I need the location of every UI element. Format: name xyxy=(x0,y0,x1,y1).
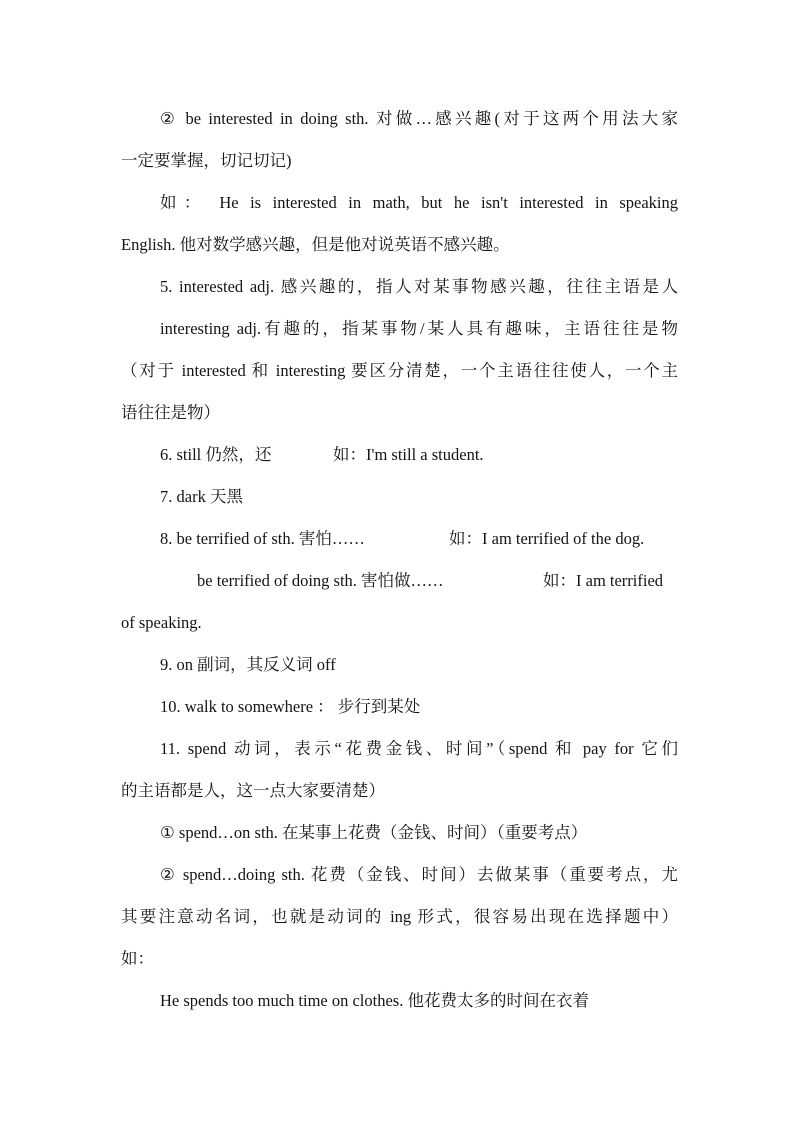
text-line: 11. spend 动词，表示“花费金钱、时间”（spend 和 pay for 它们 xyxy=(160,739,678,758)
text-line: be terrified of doing sth. 害怕做…… xyxy=(197,571,444,590)
text-line: 7. dark 天黑 xyxy=(160,487,243,506)
text-line: 10. walk to somewhere ： 步行到某处 xyxy=(160,697,421,716)
text-line: 6. still 仍然，还 xyxy=(160,445,272,464)
text-line: of speaking. xyxy=(121,613,202,632)
text-line: 5. interested adj. 感兴趣的，指人对某事物感兴趣，往往主语是人 xyxy=(160,277,678,296)
text-line: 8. be terrified of sth. 害怕…… xyxy=(160,529,365,548)
text-line: 一定要掌握，切记切记) xyxy=(121,151,292,170)
text-line: 9. on 副词，其反义词 off xyxy=(160,655,336,674)
example-text: 如：I am terrified xyxy=(543,571,664,590)
text-line: He spends too much time on clothes. 他花费太多的时间在衣着 xyxy=(160,991,589,1010)
text-line: interesting adj.有趣的，指某事物/某人具有趣味，主语往往是物 xyxy=(160,319,678,338)
text-line: ① spend…on sth. 在某事上花费（金钱、时间）（重要考点） xyxy=(160,823,588,842)
text-line: （对于 interested 和 interesting 要区分清楚，一个主语往往使人，一个主 xyxy=(121,361,678,380)
example-text: 如：I'm still a student. xyxy=(333,445,484,464)
text-line: 的主语都是人，这一点大家要清楚） xyxy=(121,781,385,800)
text-line: ② be interested in doing sth. 对做…感兴趣(对于这两个用法大家 xyxy=(160,109,678,128)
text-line: 如： He is interested in math, but he isn't interested in speaking xyxy=(160,193,678,212)
text-line: 语往往是物） xyxy=(121,403,220,422)
text-line: 其要注意动名词，也就是动词的 ing 形式，很容易出现在选择题中） xyxy=(121,907,678,926)
text-line: English. 他对数学感兴趣，但是他对说英语不感兴趣。 xyxy=(121,235,510,254)
text-line: 如： xyxy=(121,949,154,968)
example-text: 如：I am terrified of the dog. xyxy=(449,529,645,548)
text-line: ② spend…doing sth. 花费（金钱、时间）去做某事（重要考点，尤 xyxy=(160,865,678,884)
